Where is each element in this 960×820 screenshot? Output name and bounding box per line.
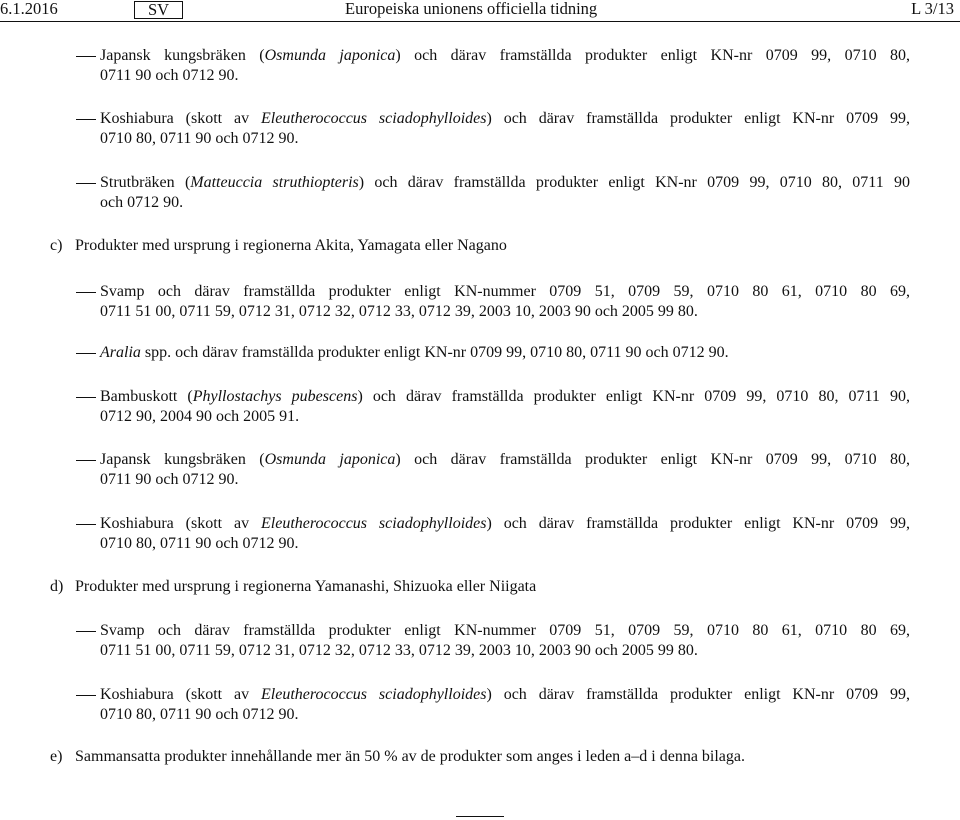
item-line-1: Japansk kungsbräken (Osmunda japonica) och därav framställda produkter enligt KN-nr 0709 99, 0710 80, [100,451,911,468]
item-line-2: 0710 80, 0711 90 och 0712 90. [100,706,299,723]
journal-title: Europeiska unionens officiella tidning [345,0,598,18]
item-line-1: Koshiabura (skott av Eleutherococcus sciadophylloides) och därav framställda produkter enligt KN-nr 0709 99, [100,686,910,703]
dash-marker [76,524,96,525]
section-label: e) [50,748,63,765]
journal-header [0,0,960,20]
item-line-1: Svamp och därav framställda produkter enligt KN-nummer 0709 51, 0709 59, 0710 80 61, 0710 80 69, [100,283,910,300]
item-line-1: Bambuskott (Phyllostachys pubescens) och därav framställda produkter enligt KN-nr 0709 99, 0710 80, 0711 90, [100,388,910,405]
item-line-2: 0710 80, 0711 90 och 0712 90. [100,535,299,552]
dash-marker [76,397,96,398]
header-rule [0,21,960,22]
item-line-2: och 0712 90. [100,194,184,211]
dash-marker [76,183,96,184]
dash-marker [76,695,96,696]
section-text: Sammansatta produkter innehållande mer än 50 % av de produkter som anges i leden a–d i denna bilaga. [75,748,746,765]
dash-marker [76,631,96,632]
item-line-1: Svamp och därav framställda produkter enligt KN-nummer 0709 51, 0709 59, 0710 80 61, 0710 80 69, [100,622,910,639]
dash-marker [76,460,96,461]
item-line-1: Koshiabura (skott av Eleutherococcus sciadophylloides) och därav framställda produkter enligt KN-nr 0709 99, [100,110,910,127]
item-line-2: 0710 80, 0711 90 och 0712 90. [100,130,299,147]
section-label: c) [50,237,63,254]
item-line-1: Koshiabura (skott av Eleutherococcus sciadophylloides) och därav framställda produkter enligt KN-nr 0709 99, [100,515,910,532]
item-line-2: 0712 90, 2004 90 och 2005 91. [100,408,300,425]
publication-date: 6.1.2016 [0,0,58,18]
dash-marker [76,119,96,120]
section-label: d) [50,578,64,595]
dash-marker [76,56,96,57]
page-reference: L 3/13 [911,0,954,18]
item-line-1: Aralia spp. och därav framställda produkter enligt KN-nr 0709 99, 0710 80, 0711 90 och 0712 90. [100,344,729,361]
item-line-2: 0711 90 och 0712 90. [100,471,239,488]
end-rule [456,816,504,817]
item-line-2: 0711 90 och 0712 90. [100,67,239,84]
item-line-2: 0711 51 00, 0711 59, 0712 31, 0712 32, 0712 33, 0712 39, 2003 10, 2003 90 och 2005 99 80. [100,303,698,320]
dash-marker [76,353,96,354]
dash-marker [76,292,96,293]
item-line-1: Japansk kungsbräken (Osmunda japonica) och därav framställda produkter enligt KN-nr 0709 99, 0710 80, [100,47,911,64]
item-line-1: Strutbräken (Matteuccia struthiopteris) och därav framställda produkter enligt KN-nr 0709 99, 0710 80, 0711 90 [100,174,911,191]
section-text: Produkter med ursprung i regionerna Yamanashi, Shizuoka eller Niigata [75,578,537,595]
section-text: Produkter med ursprung i regionerna Akita, Yamagata eller Nagano [75,237,507,254]
item-line-2: 0711 51 00, 0711 59, 0712 31, 0712 32, 0712 33, 0712 39, 2003 10, 2003 90 och 2005 99 80. [100,642,698,659]
language-badge: SV [134,1,183,19]
